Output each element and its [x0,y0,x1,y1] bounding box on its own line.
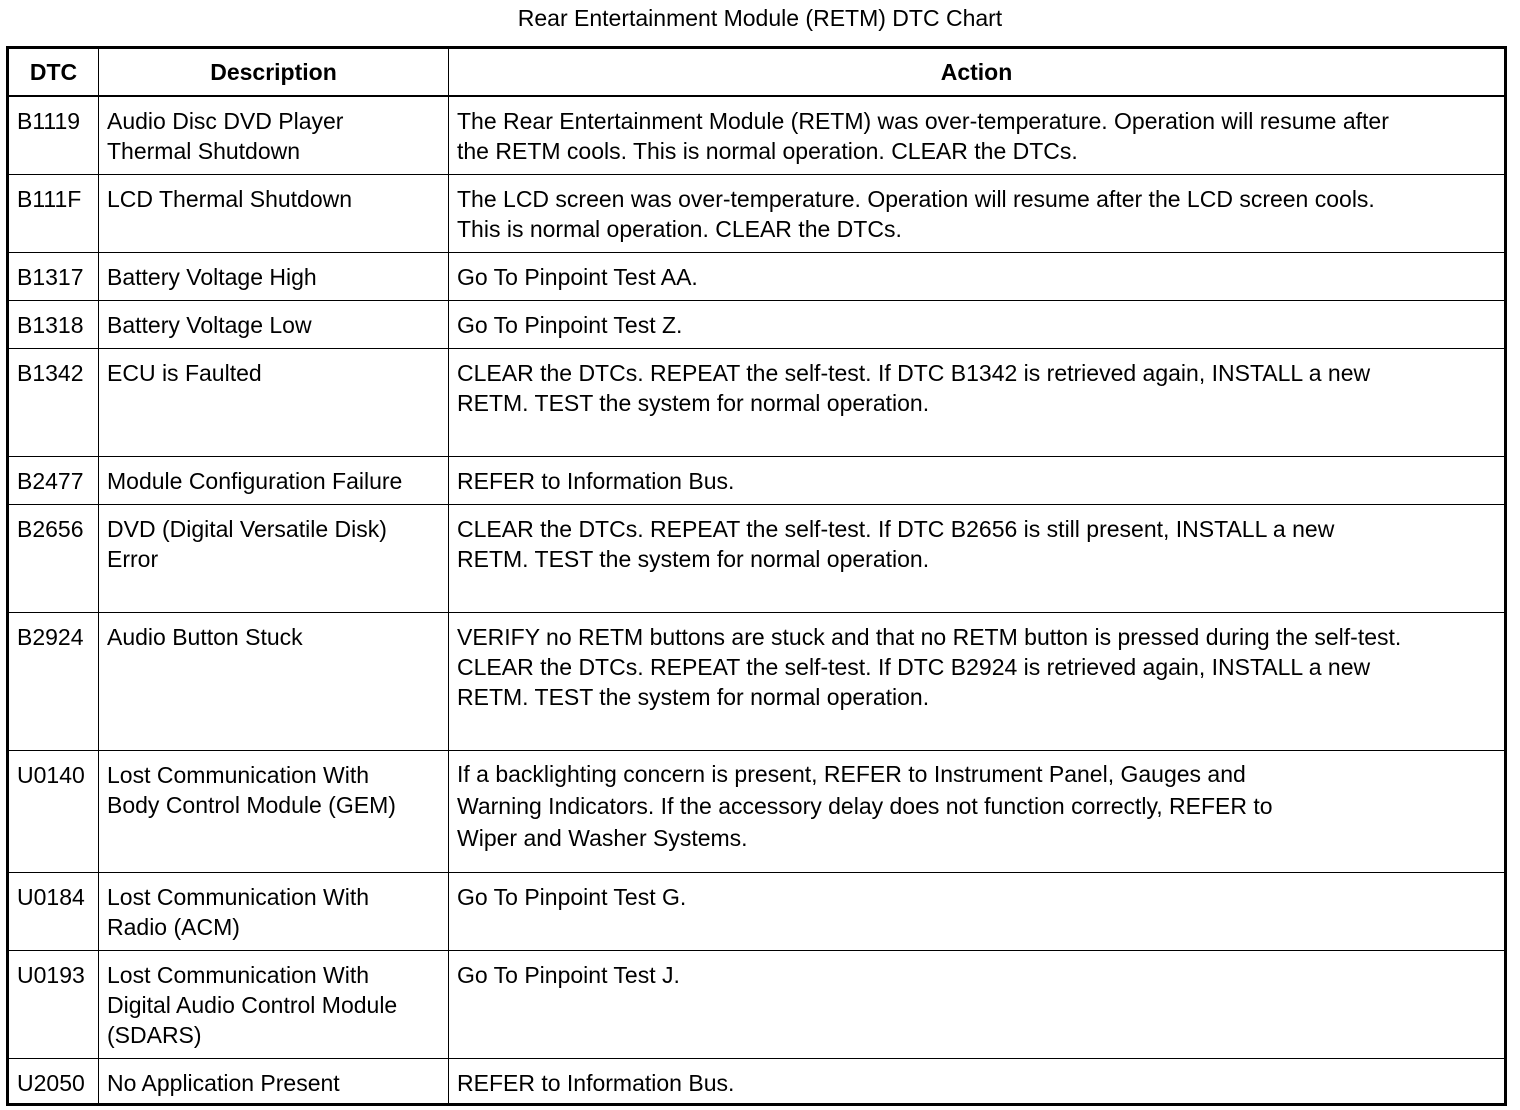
dtc-code: B2924 [8,612,99,750]
dtc-action: VERIFY no RETM buttons are stuck and that no RETM button is pressed during the self-test. CLEAR the DTCs. REPEAT the self-test. If DTC B2924 is retrieved again, INSTALL a new RETM. TEST the system for normal operation. [449,612,1506,750]
dtc-action: If a backlighting concern is present, REFER to Instrument Panel, Gauges and Warning Indicators. If the accessory delay does not function correctly, REFER to Wiper and Washer Systems. [449,750,1506,872]
dtc-description: Battery Voltage Low [99,300,449,348]
dtc-code: U0184 [8,872,99,950]
dtc-action: The Rear Entertainment Module (RETM) was over-temperature. Operation will resume after the RETM cools. This is normal operation. CLEAR the DTCs. [449,96,1506,174]
dtc-table [6,46,1507,1106]
dtc-action: CLEAR the DTCs. REPEAT the self-test. If DTC B2656 is still present, INSTALL a new RETM. TEST the system for normal operation. [449,504,1506,612]
dtc-description: No Application Present [99,1058,449,1104]
dtc-action: The LCD screen was over-temperature. Operation will resume after the LCD screen cools. This is normal operation. CLEAR the DTCs. [449,174,1506,252]
dtc-action: CLEAR the DTCs. REPEAT the self-test. If DTC B1342 is retrieved again, INSTALL a new RETM. TEST the system for normal operation. [449,348,1506,456]
dtc-action: Go To Pinpoint Test J. [449,950,1506,1058]
table-row [8,456,1506,504]
table-row [8,750,1506,872]
dtc-code: B1318 [8,300,99,348]
table-row [8,950,1506,1058]
table-row [8,612,1506,750]
table-row [8,1058,1506,1104]
header-row [8,48,1506,97]
dtc-description: DVD (Digital Versatile Disk) Error [99,504,449,612]
table-row [8,96,1506,174]
dtc-description: Lost Communication With Body Control Module (GEM) [99,750,449,872]
dtc-description: Audio Disc DVD Player Thermal Shutdown [99,96,449,174]
dtc-description: ECU is Faulted [99,348,449,456]
dtc-code: B2656 [8,504,99,612]
dtc-action: Go To Pinpoint Test Z. [449,300,1506,348]
dtc-description: Module Configuration Failure [99,456,449,504]
table-row [8,504,1506,612]
dtc-description: Lost Communication With Digital Audio Control Module (SDARS) [99,950,449,1058]
dtc-code: B1317 [8,252,99,300]
dtc-description: Lost Communication With Radio (ACM) [99,872,449,950]
table-row [8,300,1506,348]
dtc-code: U0140 [8,750,99,872]
dtc-code: B1342 [8,348,99,456]
dtc-action: REFER to Information Bus. [449,456,1506,504]
dtc-code: U2050 [8,1058,99,1104]
dtc-code: U0193 [8,950,99,1058]
header-dtc: DTC [8,48,99,97]
header-description: Description [99,48,449,97]
dtc-description: Battery Voltage High [99,252,449,300]
dtc-description: Audio Button Stuck [99,612,449,750]
header-action: Action [449,48,1506,97]
table-row [8,348,1506,456]
dtc-action: REFER to Information Bus. [449,1058,1506,1104]
dtc-action: Go To Pinpoint Test G. [449,872,1506,950]
dtc-code: B111F [8,174,99,252]
table-row [8,252,1506,300]
table-row [8,872,1506,950]
dtc-description: LCD Thermal Shutdown [99,174,449,252]
dtc-action: Go To Pinpoint Test AA. [449,252,1506,300]
table-row [8,174,1506,252]
dtc-code: B1119 [8,96,99,174]
dtc-code: B2477 [8,456,99,504]
chart-title: Rear Entertainment Module (RETM) DTC Chart [517,5,1003,31]
